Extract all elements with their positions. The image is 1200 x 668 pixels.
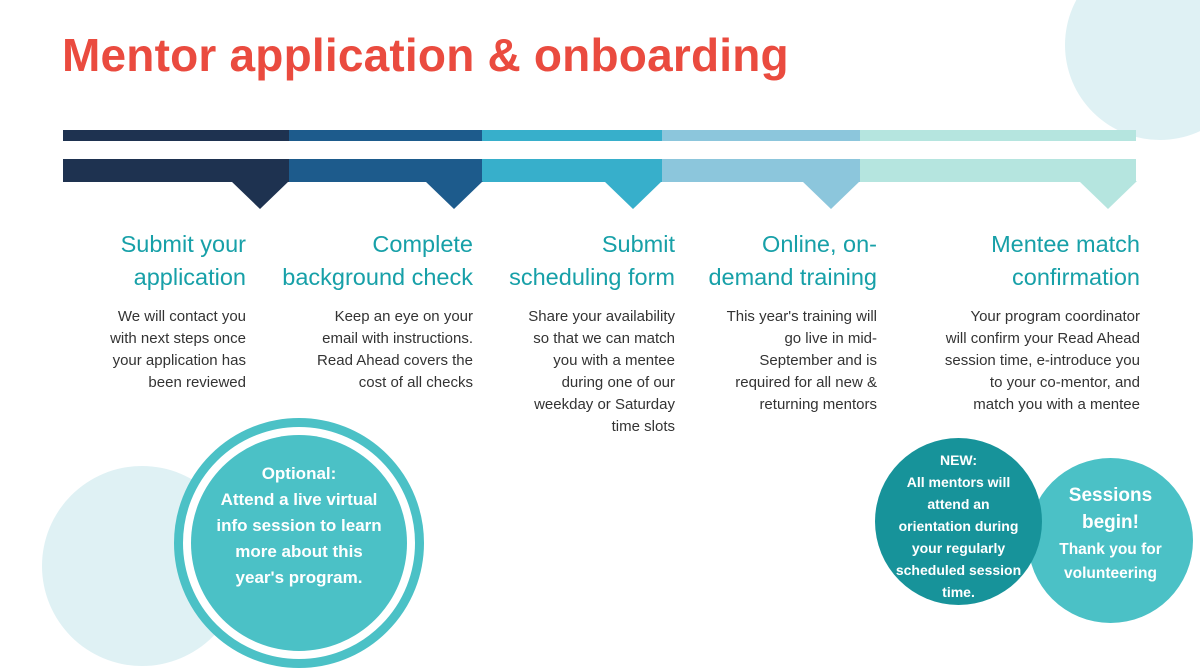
step-description: This year's training will go live in mid- September and is required for all new & returning mentors	[726, 308, 877, 413]
step-title: Online, on- demand training	[708, 231, 877, 290]
step-title: Submit scheduling form	[509, 231, 675, 290]
sessions-begin-heading: Sessions begin!	[1068, 485, 1153, 533]
step-3	[494, 228, 675, 438]
thick-segment-5	[860, 159, 1136, 182]
thin-segment-2	[289, 130, 482, 141]
thick-segment-3	[482, 159, 662, 182]
step-description: Share your availability so that we can match you with a mentee during one of our weekday or Saturday time slots	[528, 308, 675, 435]
thin-segment-3	[482, 130, 662, 141]
step-pointer-3	[604, 181, 662, 209]
step-title: Complete background check	[282, 231, 473, 290]
step-2	[262, 228, 473, 394]
step-title: Submit your application	[120, 231, 246, 290]
new-orientation-callout	[875, 438, 1042, 605]
sessions-begin-callout	[1028, 458, 1193, 623]
thin-segment-5	[860, 130, 1136, 141]
step-description: Keep an eye on your email with instructions. Read Ahead covers the cost of all checks	[317, 308, 473, 391]
step-4	[690, 228, 877, 416]
step-1	[80, 228, 246, 394]
thick-segment-4	[662, 159, 860, 182]
thick-segment-1	[63, 159, 289, 182]
thin-segment-1	[63, 130, 289, 141]
timeline-thin-bar	[63, 130, 1136, 141]
optional-info-session-callout	[174, 418, 424, 668]
page-title: Mentor application & onboarding	[62, 29, 789, 81]
step-title: Mentee match confirmation	[991, 231, 1140, 290]
decorative-circle-top-right	[1065, 0, 1200, 140]
step-pointer-2	[425, 181, 483, 209]
optional-callout-text: Optional: Attend a live virtual info session to learn more about this year's program.	[216, 464, 382, 587]
step-pointer-1	[231, 181, 289, 209]
thick-segment-2	[289, 159, 482, 182]
step-5	[910, 228, 1140, 416]
step-description: Your program coordinator will confirm your Read Ahead session time, e-introduce you to your co-mentor, and match you with a mentee	[944, 308, 1140, 413]
new-orientation-text: NEW: All mentors will attend an orientation during your regularly scheduled session time.	[895, 452, 1022, 600]
sessions-begin-subtext: Thank you for volunteering	[1059, 541, 1162, 582]
step-pointer-4	[802, 181, 860, 209]
timeline-thick-bar	[63, 159, 1136, 182]
step-description: We will contact you with next steps once your application has been reviewed	[110, 308, 246, 391]
thin-segment-4	[662, 130, 860, 141]
step-pointer-5	[1079, 181, 1137, 209]
